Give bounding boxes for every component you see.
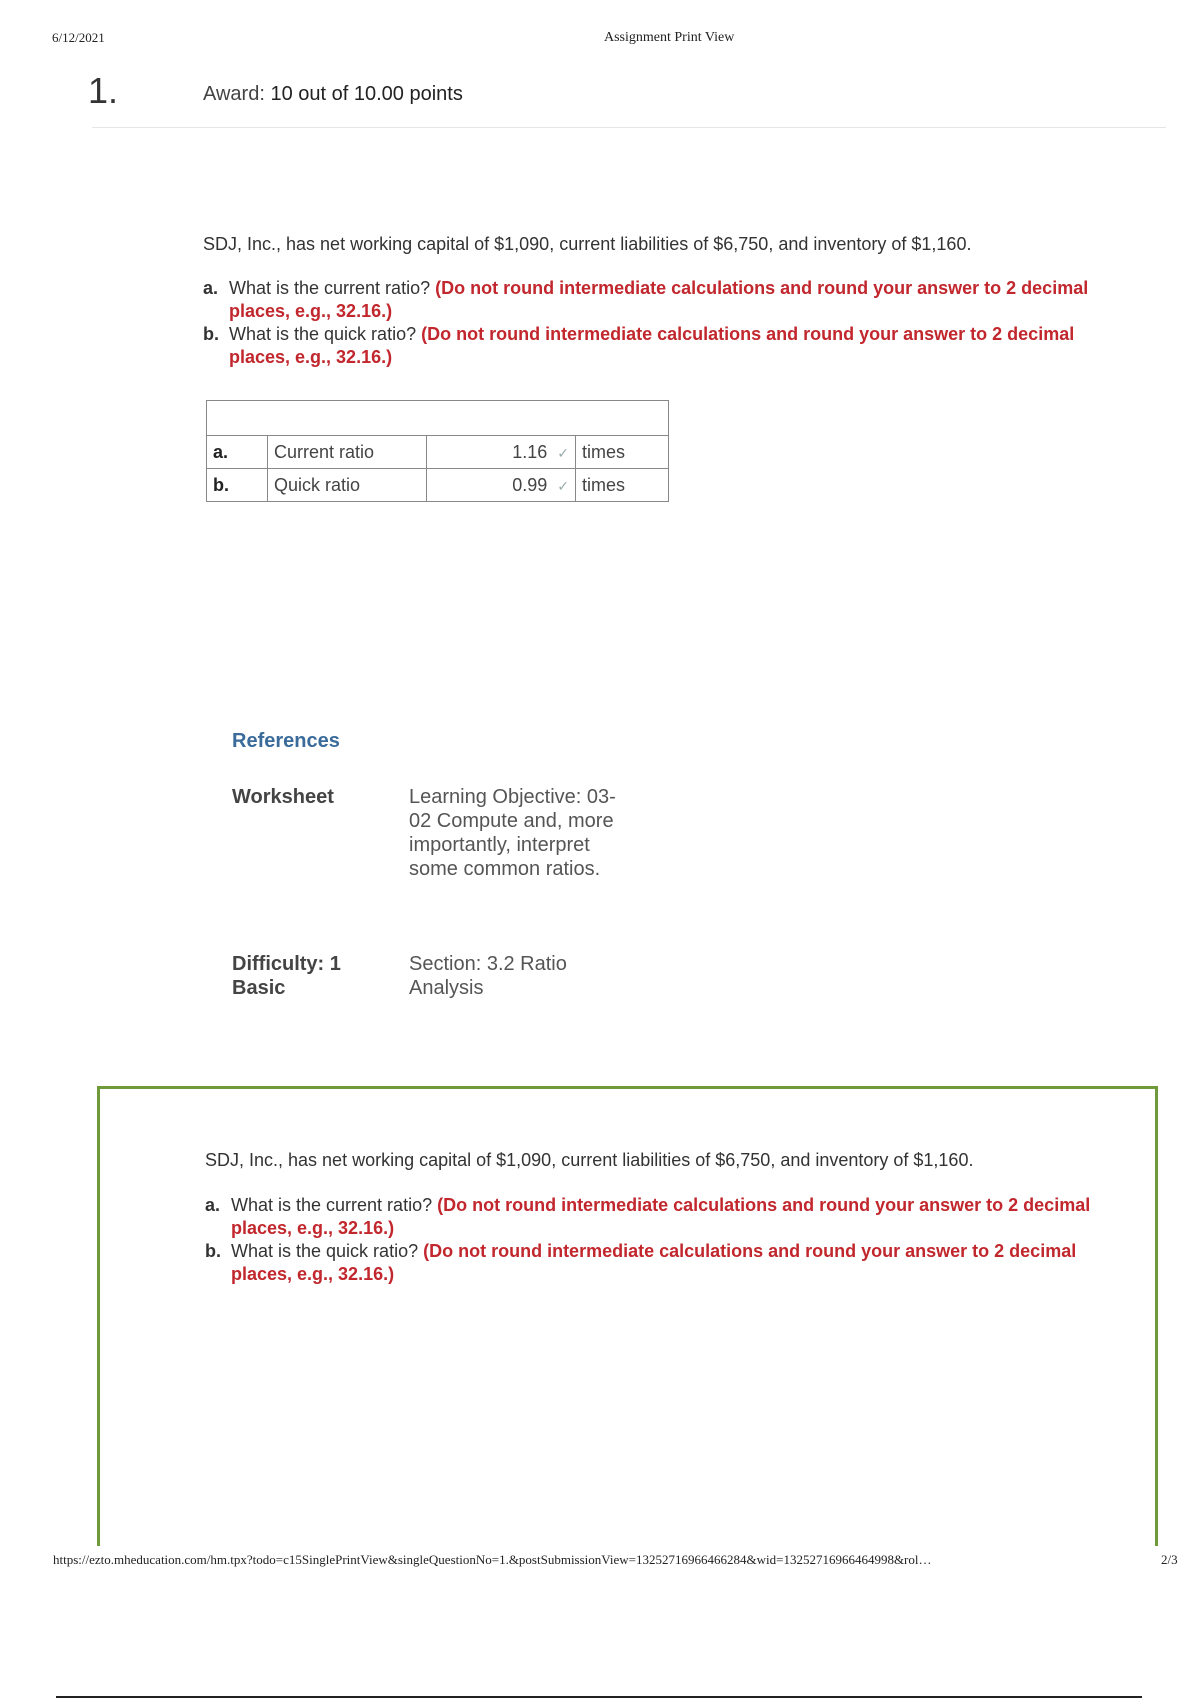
answer-table-header: [207, 401, 669, 436]
question-parts-box: [205, 1194, 1105, 1286]
question-part-a: [203, 277, 1103, 323]
part-label: a.: [203, 278, 219, 298]
answer-row-a: [207, 436, 669, 469]
award-value: 10 out of 10.00 points: [270, 83, 463, 105]
answer-unit: times: [576, 436, 669, 469]
question-part-a: [205, 1194, 1105, 1240]
part-question: What is the quick ratio?: [231, 1241, 419, 1261]
part-instruction: (Do not round intermediate calculations and round your answer to 2 decimal places, e.g., 32.16.): [231, 1195, 1091, 1238]
header-divider: [92, 127, 1166, 128]
print-title: Assignment Print View: [604, 30, 735, 45]
difficulty-label: Difficulty: 1 Basic: [232, 953, 341, 999]
worksheet-label[interactable]: Worksheet: [232, 786, 334, 808]
question-text: SDJ, Inc., has net working capital of $1,090, current liabilities of $6,750, and inventory of $1,160.: [203, 234, 972, 254]
answer-value: 1.16: [512, 441, 548, 462]
answer-value-cell: [427, 436, 576, 469]
check-icon: ✓: [557, 444, 569, 461]
learning-objective: Learning Objective: 03-02 Compute and, more importantly, interpret some common ratios.: [409, 786, 616, 880]
question-part-b: [205, 1240, 1105, 1286]
answer-value-cell: [427, 469, 576, 502]
answer-label: b.: [207, 469, 268, 502]
answer-row-b: [207, 469, 669, 502]
answer-unit: times: [576, 469, 669, 502]
section-label: Section: 3.2 Ratio Analysis: [409, 953, 567, 999]
part-question: What is the current ratio?: [229, 278, 431, 298]
question-number: 1.: [88, 70, 119, 111]
part-instruction: (Do not round intermediate calculations and round your answer to 2 decimal places, e.g., 32.16.): [231, 1241, 1077, 1284]
page-number: 2/3: [1161, 1552, 1178, 1567]
question-part-b: [203, 323, 1103, 369]
check-icon: ✓: [557, 477, 569, 494]
award-label: Award:: [203, 83, 265, 105]
answer-value: 0.99: [512, 474, 548, 495]
award-line: [203, 83, 463, 106]
part-question: What is the current ratio?: [231, 1195, 433, 1215]
answer-label: a.: [207, 436, 268, 469]
part-label: b.: [203, 324, 219, 344]
answer-table-header-cell: [207, 401, 669, 436]
part-instruction: (Do not round intermediate calculations and round your answer to 2 decimal places, e.g., 32.16.): [229, 324, 1075, 367]
print-date: 6/12/2021: [52, 30, 105, 45]
answer-table: [206, 400, 669, 502]
page-bottom-divider: [56, 1696, 1142, 1698]
question-parts: [203, 277, 1103, 369]
page-url[interactable]: https://ezto.mheducation.com/hm.tpx?todo=c15SinglePrintView&singleQuestionNo=1.&postSubmissionView=13252716966466284&wid=13252716966464998&rol…: [53, 1552, 932, 1567]
answer-name: Quick ratio: [268, 469, 427, 502]
question-text-box: SDJ, Inc., has net working capital of $1,090, current liabilities of $6,750, and inventory of $1,160.: [205, 1150, 974, 1170]
part-instruction: (Do not round intermediate calculations and round your answer to 2 decimal places, e.g., 32.16.): [229, 278, 1089, 321]
part-label: a.: [205, 1195, 221, 1215]
references-heading[interactable]: References: [232, 730, 340, 752]
part-question: What is the quick ratio?: [229, 324, 417, 344]
part-label: b.: [205, 1241, 221, 1261]
answer-name: Current ratio: [268, 436, 427, 469]
